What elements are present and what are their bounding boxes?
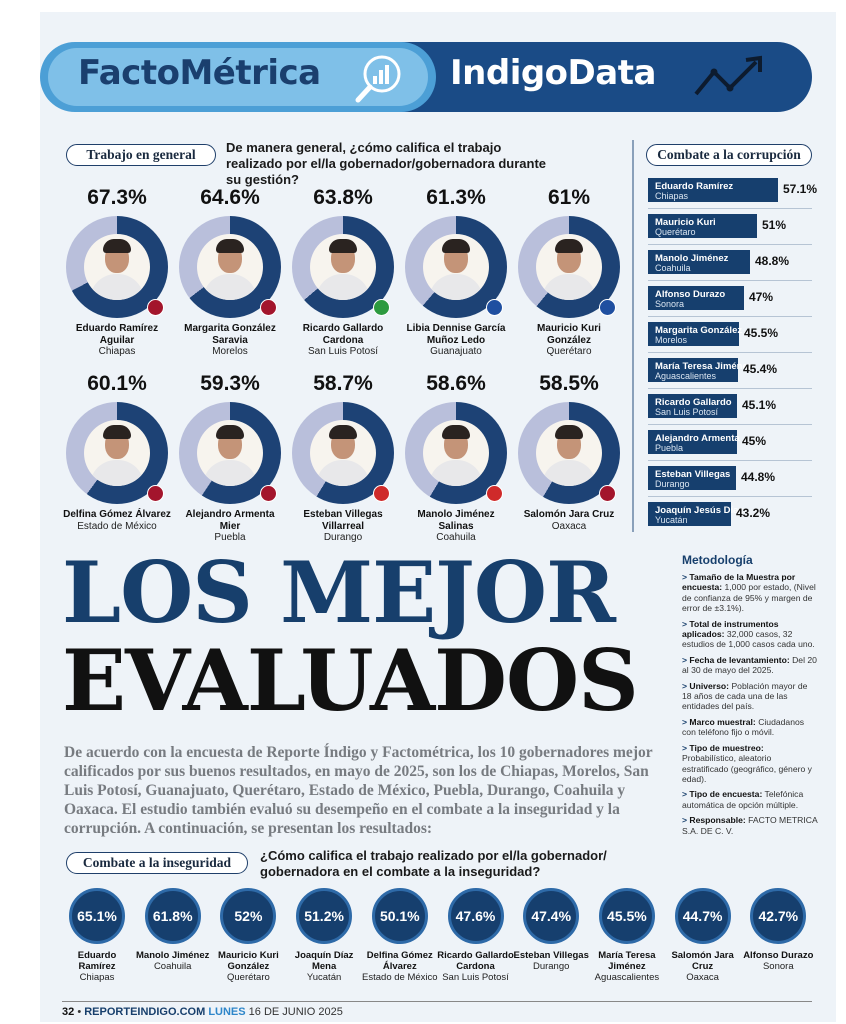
portrait-hair	[103, 425, 131, 439]
portrait-photo	[310, 234, 376, 300]
corruption-bar	[648, 466, 736, 490]
governor-name: Mauricio Kuri González	[537, 323, 601, 346]
corruption-separator	[648, 280, 812, 281]
corruption-state: Coahuila	[655, 263, 691, 273]
corruption-state: Durango	[655, 479, 690, 489]
methodology-item	[682, 815, 818, 836]
governor-name: Manolo Jiménez Salinas	[417, 509, 495, 532]
arrow-icon: >	[682, 789, 690, 800]
portrait-torso	[429, 274, 483, 300]
corruption-state: Yucatán	[655, 515, 688, 525]
footer-divider	[62, 1001, 812, 1002]
section-tag-security: Combate a la inseguridad	[66, 852, 248, 874]
methodology-text: FACTO METRICA S.A. DE C. V.	[682, 815, 818, 836]
methodology-text: Telefónica automática de opción múltiple.	[682, 789, 804, 810]
portrait-torso	[203, 274, 257, 300]
corruption-bar	[648, 250, 750, 274]
security-item	[739, 888, 817, 972]
governor-card	[401, 372, 511, 544]
corruption-bar	[648, 358, 753, 382]
corruption-bar	[648, 178, 778, 202]
governor-card	[514, 372, 624, 532]
portrait-torso	[90, 274, 144, 300]
methodology-item	[682, 681, 818, 712]
methodology-item	[682, 789, 818, 810]
security-name: Manolo Jiménez	[136, 950, 210, 961]
corruption-name: Joaquín Jesús Díaz	[655, 505, 744, 516]
governor-name: Ricardo Gallardo Cardona	[302, 323, 384, 346]
corruption-name: Alejandro Armenta	[655, 433, 740, 444]
corruption-row	[648, 286, 818, 312]
governor-card	[288, 186, 398, 358]
corruption-state: Puebla	[655, 443, 684, 453]
corruption-value: 48.8%	[755, 254, 790, 268]
corruption-row	[648, 178, 818, 204]
governor-state: Guanajuato	[430, 346, 482, 357]
party-logo-icon	[486, 485, 503, 502]
portrait-hair	[442, 239, 470, 253]
security-item	[588, 888, 666, 983]
governor-state: Querétaro	[546, 346, 592, 357]
security-name: Joaquín Díaz Mena	[294, 950, 354, 972]
approval-percent: 64.6%	[200, 186, 260, 209]
party-logo-icon	[147, 299, 164, 316]
security-state: Yucatán	[306, 972, 342, 983]
general-question: De manera general, ¿cómo califica el trabajo realizado por el/la gobernador/gobernadora durante su gestión?	[226, 140, 546, 187]
security-percent-circle: 50.1%	[372, 888, 428, 944]
security-item	[512, 888, 590, 972]
footer-date: 16 DE JUNIO 2025	[248, 1006, 343, 1018]
portrait-photo	[536, 420, 602, 486]
sidebar-divider	[632, 140, 634, 532]
arrow-icon: >	[682, 572, 690, 582]
methodology-label: Tipo de muestreo:	[689, 742, 764, 753]
corruption-separator	[648, 460, 812, 461]
corruption-name: Esteban Villegas	[655, 469, 731, 480]
security-item	[58, 888, 136, 983]
trend-line-icon	[690, 50, 776, 104]
arrow-icon: >	[682, 680, 690, 691]
governor-card	[175, 186, 285, 358]
corruption-value: 45.1%	[742, 398, 777, 412]
brand-indigodata: IndigoData	[450, 53, 656, 93]
portrait-torso	[316, 460, 370, 486]
approval-donut	[405, 402, 507, 504]
approval-percent: 60.1%	[87, 372, 147, 395]
corruption-row	[648, 502, 818, 528]
security-state: Querétaro	[227, 972, 270, 983]
approval-donut	[66, 402, 168, 504]
corruption-state: San Luis Potosí	[655, 407, 719, 417]
security-item	[664, 888, 742, 983]
portrait-photo	[310, 420, 376, 486]
approval-donut	[292, 402, 394, 504]
approval-percent: 61%	[547, 186, 591, 209]
corruption-bar	[648, 286, 744, 310]
portrait-photo	[423, 234, 489, 300]
approval-donut	[405, 216, 507, 318]
security-state: Aguascalientes	[594, 972, 660, 983]
arrow-icon: >	[682, 716, 690, 727]
approval-donut	[179, 402, 281, 504]
portrait-photo	[423, 420, 489, 486]
governor-state: Estado de México	[77, 520, 157, 532]
party-logo-icon	[260, 299, 277, 316]
party-logo-icon	[260, 485, 277, 502]
governor-name: Libia Dennise García Muñoz Ledo	[406, 323, 506, 346]
security-percent-circle: 45.5%	[599, 888, 655, 944]
corruption-value: 45.4%	[743, 362, 778, 376]
corruption-value: 43.2%	[736, 506, 771, 520]
bar-chart-magnifier-icon	[352, 50, 406, 104]
approval-percent: 58.7%	[313, 372, 373, 395]
corruption-row	[648, 214, 818, 240]
corruption-name: Manolo Jiménez	[655, 253, 729, 264]
portrait-torso	[90, 460, 144, 486]
site-name: REPORTEINDIGO.COM	[84, 1006, 206, 1018]
portrait-photo	[84, 420, 150, 486]
party-logo-icon	[599, 299, 616, 316]
corruption-row	[648, 322, 818, 348]
corruption-bar	[648, 214, 757, 238]
portrait-photo	[197, 420, 263, 486]
corruption-value: 45.5%	[744, 326, 779, 340]
methodology-label: Marco muestral:	[689, 716, 756, 727]
security-state: San Luis Potosí	[442, 972, 509, 983]
portrait-torso	[542, 460, 596, 486]
portrait-photo	[536, 234, 602, 300]
security-percent-circle: 51.2%	[296, 888, 352, 944]
arrow-icon: >	[682, 815, 690, 826]
lead-paragraph: De acuerdo con la encuesta de Reporte Índigo y Factométrica, los 10 gobernadores mejor calificados por sus buenos resultados, en mayo de 2025, son los de Chiapas, Morelos, San Luis Potosí, Guanajuato, Querétaro, Estado de México, Puebla, Durango, Coahuila y Oaxaca. El estudio también evaluó su desempeño en el combate a la inseguridad y la corrupción. A continuación, se presentan los resultados:	[64, 744, 653, 837]
footer: 32 • REPORTEINDIGO.COM LUNES 16 DE JUNIO 2025	[62, 1006, 343, 1018]
corruption-name: Alfonso Durazo	[655, 289, 726, 300]
corruption-bar	[648, 502, 744, 526]
methodology-text: Del 20 al 30 de mayo del 2025.	[682, 654, 817, 676]
methodology-text: Ciudadanos con teléfono fijo o móvil.	[682, 716, 805, 738]
governor-card	[175, 372, 285, 544]
methodology-item	[682, 572, 818, 614]
security-item	[209, 888, 287, 983]
governor-state: San Luis Potosí	[307, 346, 379, 357]
methodology-label: Fecha de levantamiento:	[689, 654, 790, 665]
brand-factometrica: FactoMétrica	[78, 53, 321, 93]
approval-donut	[66, 216, 168, 318]
corruption-bar	[648, 430, 740, 454]
security-name: Ricardo Gallardo Cardona	[437, 950, 514, 972]
approval-percent: 58.5%	[539, 372, 599, 395]
portrait-photo	[197, 234, 263, 300]
governor-name: Salomón Jara Cruz	[523, 509, 615, 520]
corruption-row	[648, 394, 818, 420]
security-name: María Teresa Jiménez	[598, 950, 656, 972]
methodology-text: 1,000 por estado, (Nivel de confianza de 95% y margen de error de ±3.1%).	[682, 582, 816, 614]
governor-state: Puebla	[214, 532, 246, 543]
governor-name: Esteban Villegas Villarreal	[303, 509, 383, 532]
governor-name: Margarita González Saravia	[184, 323, 276, 346]
corruption-name: Mauricio Kuri	[655, 217, 716, 228]
approval-percent: 58.6%	[426, 372, 486, 395]
portrait-torso	[542, 274, 596, 300]
methodology-text: Población mayor de 18 años de cada una de las entidades del país.	[682, 680, 808, 712]
governor-card	[288, 372, 398, 544]
security-percent-circle: 47.6%	[448, 888, 504, 944]
arrow-icon: >	[682, 654, 690, 665]
governor-name: Alejandro Armenta Mier	[185, 509, 275, 532]
footer-day: LUNES	[208, 1006, 246, 1018]
portrait-torso	[316, 274, 370, 300]
methodology-label: Tipo de encuesta:	[689, 789, 763, 800]
governor-state: Chiapas	[98, 346, 136, 357]
governor-state: Durango	[323, 532, 363, 543]
security-percent-circle: 47.4%	[523, 888, 579, 944]
security-state: Chiapas	[79, 972, 115, 983]
governor-card	[62, 372, 172, 532]
corruption-value: 44.8%	[741, 470, 776, 484]
approval-donut	[292, 216, 394, 318]
governor-card	[401, 186, 511, 358]
governor-card	[514, 186, 624, 358]
headline-line1: LOS MEJOR	[62, 543, 615, 642]
arrow-icon: >	[682, 618, 690, 629]
corruption-name: Margarita González	[655, 325, 743, 336]
corruption-row	[648, 250, 818, 276]
methodology-label: Universo:	[689, 680, 730, 691]
section-tag-general: Trabajo en general	[66, 144, 216, 166]
headline-line2: EVALUADOS	[62, 631, 638, 730]
security-name: Delfina Gómez Álvarez	[366, 950, 433, 972]
corruption-state: Querétaro	[655, 227, 696, 237]
corruption-separator	[648, 496, 812, 497]
party-logo-icon	[486, 299, 503, 316]
methodology-item	[682, 619, 818, 650]
corruption-state: Sonora	[655, 299, 685, 309]
corruption-value: 45%	[742, 434, 767, 448]
security-item	[437, 888, 515, 983]
security-percent-circle: 52%	[220, 888, 276, 944]
corruption-separator	[648, 244, 812, 245]
security-name: Mauricio Kuri González	[218, 950, 279, 972]
arrow-icon: >	[682, 742, 690, 753]
portrait-hair	[555, 425, 583, 439]
portrait-hair	[103, 239, 131, 253]
security-name: Alfonso Durazo	[743, 950, 814, 961]
approval-donut	[518, 216, 620, 318]
corruption-name: Ricardo Gallardo	[655, 397, 732, 408]
governor-card	[62, 186, 172, 358]
approval-donut	[518, 402, 620, 504]
approval-percent: 59.3%	[200, 372, 260, 395]
security-state: Estado de México	[362, 972, 438, 983]
methodology-text: 32,000 casos, 32 estudios de 1,000 casos cada uno.	[682, 629, 815, 650]
security-percent-circle: 61.8%	[145, 888, 201, 944]
page-number: 32	[62, 1006, 75, 1018]
corruption-row	[648, 358, 818, 384]
header-banner	[40, 42, 812, 112]
security-item	[285, 888, 363, 983]
security-item	[134, 888, 212, 972]
portrait-torso	[203, 460, 257, 486]
security-item	[361, 888, 439, 983]
methodology-text: Probabilístico, aleatorio estratificado (geográfico, género y edad).	[682, 753, 812, 784]
governor-name: Delfina Gómez Álvarez	[63, 509, 171, 520]
approval-percent: 63.8%	[313, 186, 373, 209]
methodology-item	[682, 655, 818, 676]
methodology-label: Total de instrumentos aplicados:	[682, 618, 779, 640]
corruption-separator	[648, 316, 812, 317]
party-logo-icon	[373, 299, 390, 316]
corruption-name: Eduardo Ramírez	[655, 181, 734, 192]
approval-percent: 67.3%	[87, 186, 147, 209]
methodology-label: Tamaño de la Muestra por encuesta:	[682, 572, 796, 593]
governor-name: Eduardo Ramírez Aguilar	[75, 323, 159, 346]
portrait-hair	[555, 239, 583, 253]
security-name: Salomón Jara Cruz	[671, 950, 734, 972]
corruption-state: Aguascalientes	[655, 371, 717, 381]
corruption-name: María Teresa Jiménez	[655, 361, 753, 372]
portrait-hair	[216, 239, 244, 253]
security-percent-circle: 65.1%	[69, 888, 125, 944]
corruption-separator	[648, 352, 812, 353]
section-tag-corruption: Combate a la corrupción	[646, 144, 812, 166]
portrait-hair	[216, 425, 244, 439]
approval-donut	[179, 216, 281, 318]
security-percent-circle: 42.7%	[750, 888, 806, 944]
portrait-hair	[329, 239, 357, 253]
corruption-row	[648, 430, 818, 456]
security-state: Sonora	[762, 961, 794, 972]
governor-state: Oaxaca	[551, 520, 587, 532]
approval-percent: 61.3%	[426, 186, 486, 209]
security-state: Oaxaca	[686, 972, 719, 983]
methodology-title: Metodología	[682, 553, 753, 567]
corruption-value: 57.1%	[783, 182, 818, 196]
security-state: Durango	[532, 961, 570, 972]
security-name: Eduardo Ramírez	[77, 950, 117, 972]
methodology-item	[682, 717, 818, 738]
corruption-separator	[648, 388, 812, 389]
governor-state: Morelos	[212, 346, 248, 357]
corruption-bar	[648, 322, 743, 346]
methodology-item	[682, 743, 818, 785]
methodology-box	[682, 554, 818, 836]
security-name: Esteban Villegas	[513, 950, 589, 961]
portrait-torso	[429, 460, 483, 486]
governor-state: Coahuila	[436, 532, 476, 543]
party-logo-icon	[373, 485, 390, 502]
security-percent-circle: 44.7%	[675, 888, 731, 944]
corruption-value: 51%	[762, 218, 787, 232]
party-logo-icon	[599, 485, 616, 502]
corruption-separator	[648, 424, 812, 425]
corruption-bar	[648, 394, 737, 418]
security-question: ¿Cómo califica el trabajo realizado por el/la gobernador/ gobernadora en el combate a la inseguridad?	[260, 848, 607, 879]
corruption-state: Morelos	[655, 335, 688, 345]
portrait-hair	[442, 425, 470, 439]
methodology-label: Responsable:	[689, 815, 746, 826]
portrait-hair	[329, 425, 357, 439]
corruption-state: Chiapas	[655, 191, 689, 201]
party-logo-icon	[147, 485, 164, 502]
corruption-value: 47%	[749, 290, 774, 304]
corruption-separator	[648, 208, 812, 209]
corruption-row	[648, 466, 818, 492]
portrait-photo	[84, 234, 150, 300]
security-state: Coahuila	[153, 961, 192, 972]
